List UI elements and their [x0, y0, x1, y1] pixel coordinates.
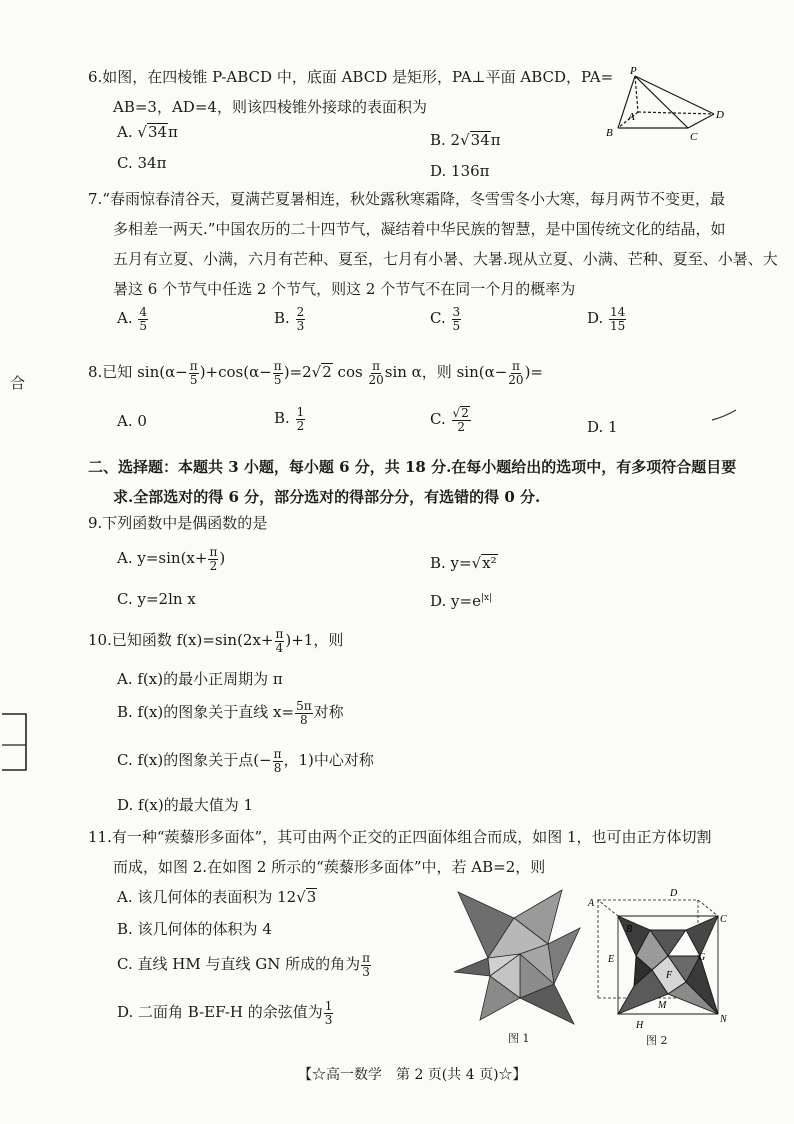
q10-option-d: D. f(x)的最大值为 1 [117, 796, 254, 814]
q6-fig-label-d: D [716, 109, 724, 121]
q11-fig2-label-c: C [720, 914, 727, 925]
q8-option-c: C. $\frac{√2}{2}$ [430, 406, 469, 435]
q10-stem: 10.已知函数 f(x)=sin(2x+ $\frac{\pi}{4}$ )+1，则 [88, 627, 344, 655]
q11-fig2-label-e: E [608, 954, 615, 965]
q6-fig-label-a: A [628, 111, 635, 123]
section2-line2: 求.全部选对的得 6 分，部分选对的得部分分，有选错的得 0 分. [113, 488, 541, 506]
q11-fig2-label-g: G [698, 952, 706, 963]
q11-fig2-label-h: H [636, 1020, 644, 1031]
pen-stroke-mark [710, 408, 740, 424]
q6-option-a: A. √34π [117, 123, 178, 141]
q6-stem-line1: 6.如图，在四棱锥 P-ABCD 中，底面 ABCD 是矩形，PA⊥平面 ABCD，PA= [88, 68, 614, 86]
q10-option-c: C. f(x)的图象关于点(− $\frac{\pi}{8}$ ，1)中心对称 [117, 747, 374, 775]
binding-bracket [0, 712, 30, 774]
q8-option-d: D. 1 [587, 418, 618, 436]
q11-option-d: D. 二面角 B-EF-H 的余弦值为 $\frac{1}{3}$ [117, 999, 333, 1027]
q6-stem-line2: AB=3，AD=4，则该四棱锥外接球的表面积为 [113, 98, 427, 116]
q8-option-a: A. 0 [117, 412, 147, 430]
q10-option-a: A. f(x)的最小正周期为 π [117, 670, 283, 688]
q6-fig-label-p: P [630, 65, 637, 77]
q6-option-b: B. 2√34π [430, 131, 501, 149]
q11-fig2-label-n: N [720, 1014, 727, 1025]
q11-figure1-polyhedron [450, 888, 586, 1028]
section2-line1: 二、选择题：本题共 3 小题，每小题 6 分，共 18 分.在每小题给出的选项中，有多项符合题目要 [88, 458, 737, 476]
q7-option-b: B. $\frac{2}{3}$ [274, 305, 305, 333]
q11-fig2-label-b: B [626, 924, 633, 935]
q7-line1: 7.“春雨惊春清谷天，夏满芒夏暑相连，秋处露秋寒霜降，冬雪雪冬小大寒，每月两节不变更，最 [88, 190, 725, 208]
q7-line2: 多相差一两天.”中国农历的二十四节气，凝结着中华民族的智慧，是中国传统文化的结晶，如 [113, 220, 726, 238]
q11-figure2-caption: 图 2 [646, 1034, 668, 1047]
q11-fig2-label-d: D [670, 888, 678, 899]
q11-fig2-label-f: F [666, 970, 673, 981]
q11-fig2-label-a: A [588, 898, 595, 909]
q9-option-b: B. y=√x² [430, 554, 497, 572]
q6-fig-label-b: B [606, 127, 613, 139]
q6-option-c: C. 34π [117, 154, 167, 172]
q7-line3: 五月有立夏、小满，六月有芒种、夏至，七月有小暑、大暑.现从立夏、小满、芒种、夏至、小暑、大 [113, 250, 778, 268]
q11-fig2-label-m: M [658, 1000, 667, 1011]
q11-option-b: B. 该几何体的体积为 4 [117, 920, 272, 938]
q11-figure2-polyhedron [586, 886, 732, 1032]
q6-fig-label-c: C [690, 131, 698, 143]
q9-stem: 9.下列函数中是偶函数的是 [88, 514, 268, 532]
q8-option-b: B. $\frac{1}{2}$ [274, 405, 305, 433]
q11-option-a: A. 该几何体的表面积为 12√3 [117, 888, 317, 906]
q9-option-c: C. y=2ln x [117, 590, 196, 608]
q7-option-d: D. $\frac{14}{15}$ [587, 305, 626, 333]
q7-line4: 暑这 6 个节气中任选 2 个节气，则这 2 个节气不在同一个月的概率为 [113, 280, 576, 298]
q11-line2: 而成，如图 2.在如图 2 所示的“蒺藜形多面体”中，若 AB=2，则 [113, 858, 546, 876]
page-footer: 【☆高一数学 第 2 页(共 4 页)☆】 [298, 1067, 527, 1083]
q6-option-d: D. 136π [430, 162, 490, 180]
q9-option-d: D. $y=e^{|x|}$ [430, 592, 493, 610]
q11-figure1-caption: 图 1 [508, 1032, 530, 1045]
q9-option-a: A. y=sin(x+ $\frac{\pi}{2}$ ) [117, 545, 226, 573]
q7-option-c: C. $\frac{3}{5}$ [430, 305, 461, 333]
q11-line1: 11.有一种“蒺藜形多面体”，其可由两个正交的正四面体组合而成，如图 1，也可由正方体切割 [88, 828, 712, 846]
side-mark: 合 [10, 374, 26, 392]
q10-option-b: B. f(x)的图象关于直线 x= $\frac{5\pi}{8}$ 对称 [117, 699, 344, 727]
q7-option-a: A. $\frac{4}{5}$ [117, 305, 148, 333]
q8-stem: 8.已知 sin(α− $\frac{\pi}{5}$ )+cos(α− $\frac{\pi}{5}$ )=2√2 cos $\frac{\pi}{20}$ sin α，则 sin(α− $\frac{\pi}{20}$ )= [88, 359, 543, 387]
q6-pyramid-figure [600, 62, 730, 146]
q11-option-c: C. 直线 HM 与直线 GN 所成的角为 $\frac{\pi}{3}$ [117, 951, 370, 979]
